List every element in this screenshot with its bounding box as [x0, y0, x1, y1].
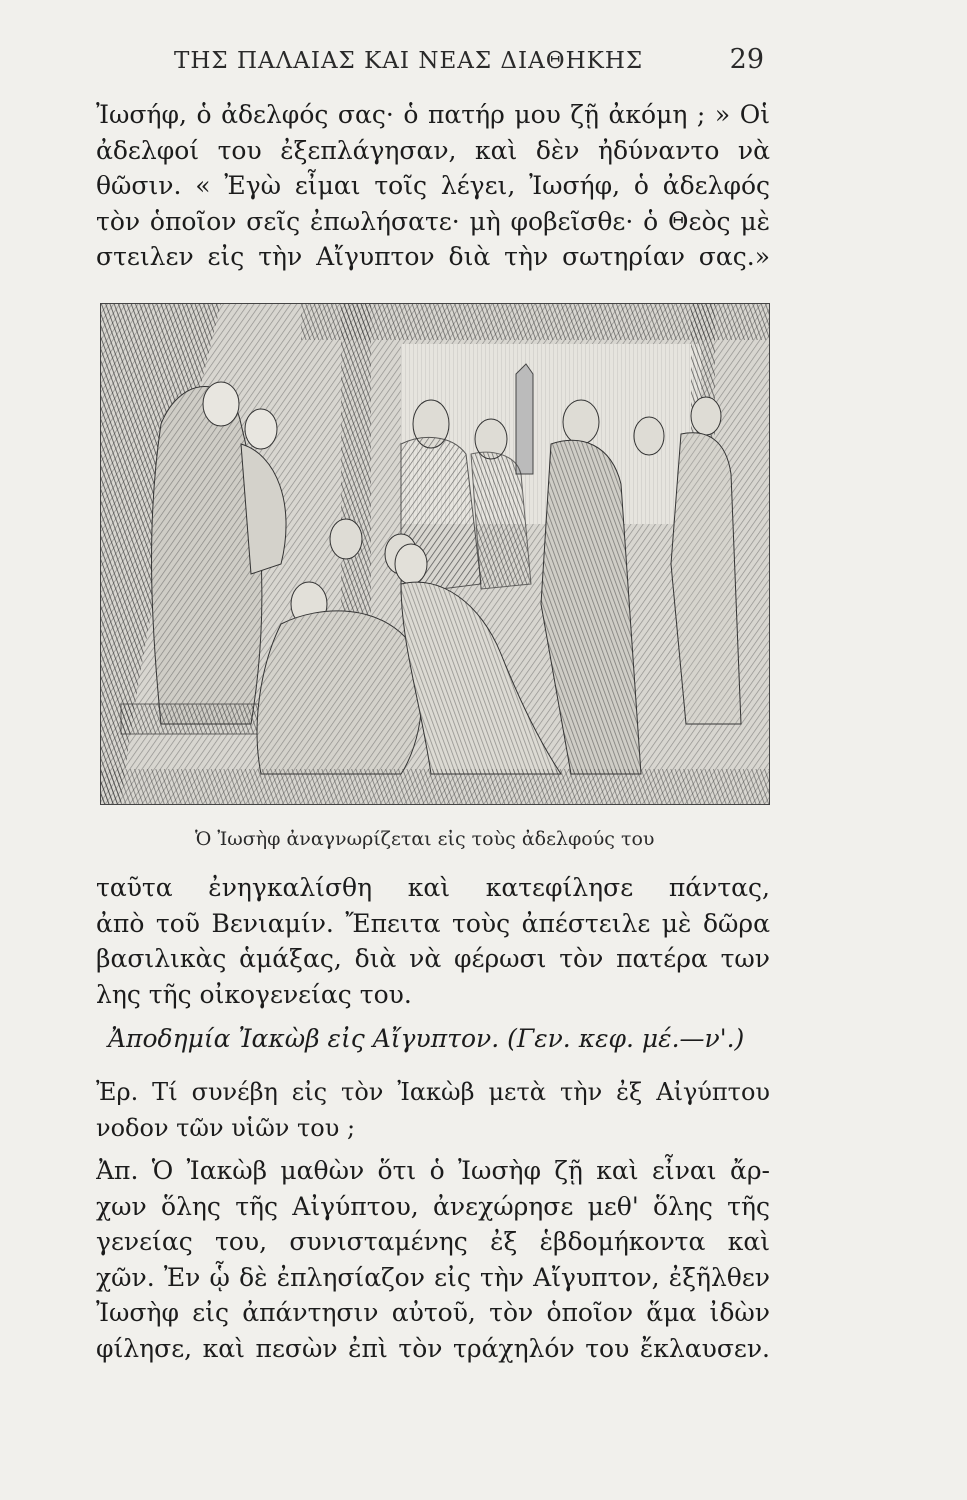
- question-block: [96, 1075, 770, 1146]
- answer-block: [96, 1153, 770, 1366]
- text-line: γενείας του, συνισταμένης ἐξ ἑβδομήκοντα καὶ: [96, 1227, 770, 1256]
- text-line: βασιλικὰς ἁμάξας, διὰ νὰ φέρωσι τὸν πατέρα των: [96, 944, 770, 973]
- text-line: τὸν ὁποῖον σεῖς ἐπωλήσατε· μὴ φοβεῖσθε· ὁ Θεὸς μὲ: [96, 206, 770, 236]
- text-line: Ἰωσὴφ εἰς ἀπάντησιν αὐτοῦ, τὸν ὁποῖον ἅμα ἰδὼν: [96, 1298, 770, 1327]
- text-line: φίλησε, καὶ πεσὼν ἐπὶ τὸν τράχηλόν του ἔκλαυσεν.: [96, 1333, 770, 1363]
- text-line: Ἀπ. Ὁ Ἰακὼβ μαθὼν ὅτι ὁ Ἰωσὴφ ζῇ καὶ εἶναι ἄρ-: [96, 1156, 770, 1185]
- running-title: ΤΗΣ ΠΑΛΑΙΑΣ ΚΑΙ ΝΕΑΣ ΔΙΑΘΗΚΗΣ: [174, 48, 644, 74]
- engraving-illustration: [100, 303, 770, 805]
- text-line: χων ὅλης τῆς Αἰγύπτου, ἀνεχώρησε μεθ' ὅλης τῆς: [96, 1191, 770, 1221]
- text-line: θῶσιν. « Ἐγὼ εἶμαι τοῖς λέγει, Ἰωσήφ, ὁ ἀδελφός: [96, 171, 770, 200]
- text-line: Ἰωσήφ, ὁ ἀδελφός σας· ὁ πατήρ μου ζῇ ἀκόμη ; » Οἱ: [96, 100, 770, 129]
- text-line: στειλεν εἰς τὴν Αἴγυπτον διὰ τὴν σωτηρίαν σας.»: [96, 242, 770, 271]
- section-subheading: Ἀποδημία Ἰακὼβ εἰς Αἴγυπτον. (Γεν. κεφ. μέ.—ν'.): [108, 1024, 745, 1053]
- engraving-image: [101, 304, 769, 804]
- text-line: Ἐρ. Τί συνέβη εἰς τὸν Ἰακὼβ μετὰ τὴν ἐξ Αἰγύπτου: [96, 1078, 770, 1106]
- middle-paragraph: [96, 870, 770, 1012]
- page-header: [92, 42, 772, 82]
- top-paragraph: [96, 97, 770, 275]
- text-line: λης τῆς οἰκογενείας του.: [96, 979, 412, 1009]
- text-line: χῶν. Ἐν ᾧ δὲ ἐπλησίαζον εἰς τὴν Αἴγυπτον, ἐξῆλθεν: [96, 1262, 770, 1292]
- text-line: ταῦτα ἐνηγκαλίσθη καὶ κατεφίλησε πάντας,: [96, 873, 770, 902]
- text-line: ἀπὸ τοῦ Βενιαμίν. Ἔπειτα τοὺς ἀπέστειλε μὲ δῶρα: [96, 908, 770, 938]
- text-line: ἀδελφοί του ἐξεπλάγησαν, καὶ δὲν ἠδύναντο νὰ: [96, 135, 770, 165]
- text-line: νοδον τῶν υἱῶν του ;: [96, 1113, 356, 1142]
- figure-caption: Ὁ Ἰωσὴφ ἀναγνωρίζεται εἰς τοὺς ἀδελφούς του: [195, 828, 655, 850]
- page-number: 29: [729, 44, 764, 75]
